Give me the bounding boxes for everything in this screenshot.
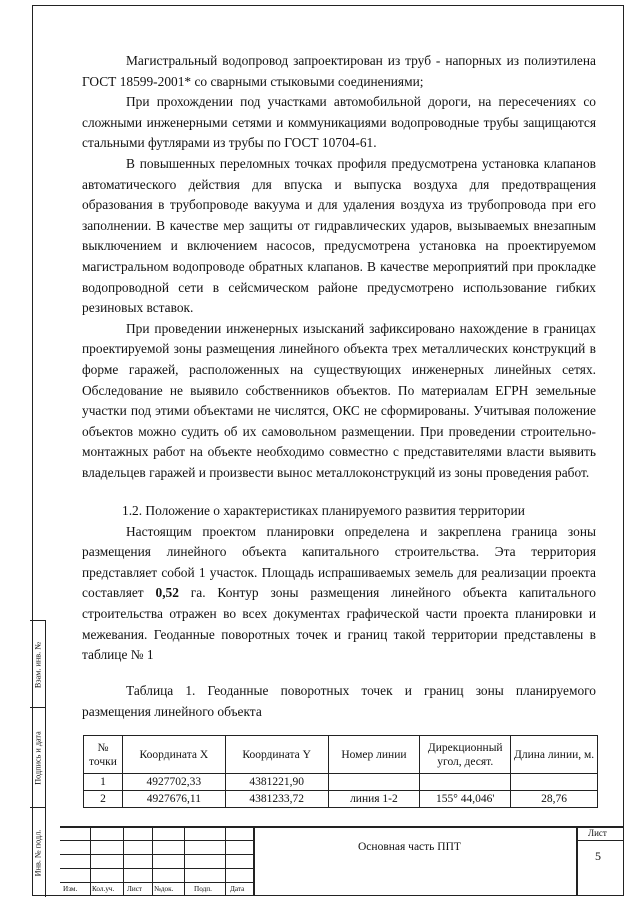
table-row: [84, 774, 598, 791]
table-header-row: [84, 736, 598, 774]
section-1-2: [82, 501, 596, 666]
stamp-col-label: Лист: [127, 885, 143, 893]
side-label: Подпись и дата: [33, 731, 42, 785]
table-cell: 28,76: [511, 791, 598, 808]
paragraph: При прохождении под участками автомобильной дороги, на пересечениях со сложными инженерными сетями и коммуникациями водопроводные трубы защищаются стальными футлярами из трубы по ГОСТ 10704-61.: [82, 94, 596, 151]
section-heading: 1.2. Положение о характеристиках планируемого развития территории: [122, 503, 525, 518]
table-cell: 4927676,11: [122, 791, 225, 808]
side-box-signature: [30, 707, 46, 808]
side-box-inventory: [30, 807, 46, 897]
stamp-col-label: Кол.уч.: [92, 885, 115, 893]
table-row: [84, 791, 598, 808]
table-cell: [511, 774, 598, 791]
header-cell: Дирекционный угол, десят.: [420, 736, 511, 774]
table-caption-block: [82, 681, 596, 722]
table-cell: 4927702,33: [122, 774, 225, 791]
header-cell: № точки: [84, 736, 123, 774]
header-cell: Координата X: [122, 736, 225, 774]
section-text-1: Настоящим проектом планировки определена и закреплена граница зоны размещения линейного объекта капитального строительства. Эта территория представляет собой 1 участок. Площадь испрашиваемых земель для реализации проекта составляет: [82, 523, 596, 601]
paragraph: При проведении инженерных изысканий зафиксировано нахождение в границах проектируемой зоны размещения линейного объекта трех металлических конструкций в форме гаражей, расположенных на существующих инженерных линейных сетях. Обследование не выявило собственников объектов. По материалам ЕГРН земельные участки под этими объектами не числятся, ОКС не сформированы. Учитывая положение объектов можно судить об их самовольном размещении. При проведении строительно-монтажных работ на объекте необходимо совместно с представителями власти выявить владельцев гаражей и произвести вынос металлоконструкций из зоны проведения работ.: [82, 320, 596, 480]
geodata-table: [83, 735, 598, 808]
stamp-col-label: Подп.: [194, 885, 212, 893]
sheet-number: 5: [595, 849, 601, 863]
paragraph: В повышенных переломных точках профиля предусмотрена установка клапанов автоматического действия для впуска и выпуска воздуха для предотвращения образования в трубопроводе вакуума и для удаления воздуха из трубопровода при его заполнении. В качестве мер защиты от гидравлических ударов, вызываемых внезапным выключением и включением насосов, предусмотрена установка на проектируемом магистральном водопроводе обратных клапанов. В качестве мероприятий при прокладке водопроводной сети в сейсмическом районе предусмотрено использование гибких резиновых вставок.: [82, 155, 596, 316]
stamp-col-label: Изм.: [63, 885, 78, 893]
table-cell: 1: [84, 774, 123, 791]
side-box-replacement: [30, 620, 46, 708]
table-cell: линия 1-2: [328, 791, 420, 808]
side-label: Взам. инв. №: [33, 641, 42, 688]
body-text-top: [82, 51, 596, 483]
sheet-label: Лист: [588, 828, 607, 838]
title-block: [60, 826, 624, 896]
table-cell: 2: [84, 791, 123, 808]
document-title: Основная часть ППТ: [358, 841, 461, 853]
table-cell: [328, 774, 420, 791]
paragraph: Магистральный водопровод запроектирован из труб - напорных из полиэтилена ГОСТ 18599-2001* со сварными стыковыми соединениями;: [82, 53, 596, 89]
stamp-col-label: №док.: [154, 885, 174, 893]
area-value: 0,52: [155, 585, 179, 601]
section-text-2: га. Контур зоны размещения линейного объекта капитального строительства отражен во всех документах графической части проекта планировки и межевания. Геоданные поворотных точек и границ такой территории представлены в таблице № 1: [82, 585, 596, 663]
side-label: Инв. № подл.: [33, 829, 42, 876]
table-cell: 4381233,72: [225, 791, 328, 808]
table-cell: 4381221,90: [225, 774, 328, 791]
section-paragraph: [82, 522, 596, 666]
header-cell: Номер линии: [328, 736, 420, 774]
table-cell: 155° 44,046': [420, 791, 511, 808]
table-cell: [420, 774, 511, 791]
stamp-col-label: Дата: [230, 885, 245, 893]
header-cell: Длина линии, м.: [511, 736, 598, 774]
header-cell: Координата Y: [225, 736, 328, 774]
table-caption: Таблица 1. Геоданные поворотных точек и границ зоны планируемого размещения линейного объекта: [82, 683, 596, 719]
